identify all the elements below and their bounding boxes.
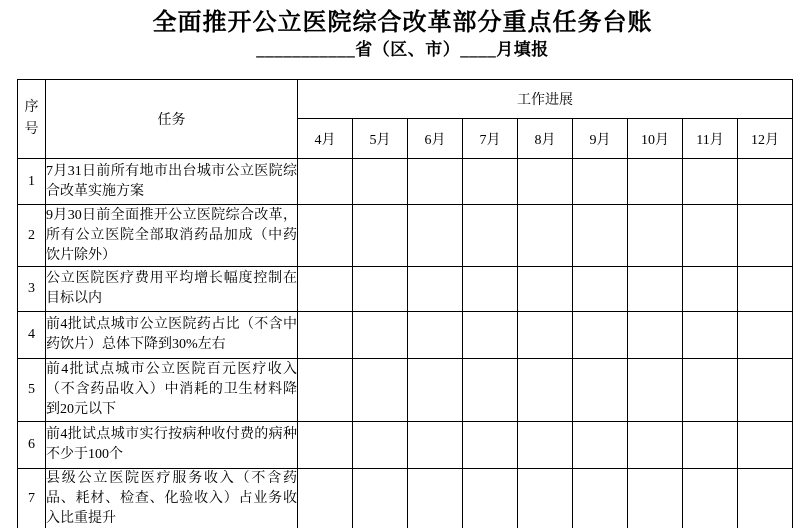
progress-cell: [573, 159, 628, 205]
progress-cell: [298, 267, 353, 312]
column-header-index: 序号: [18, 80, 46, 159]
progress-cell: [683, 312, 738, 359]
progress-cell: [683, 267, 738, 312]
progress-cell: [353, 205, 408, 267]
progress-cell: [353, 267, 408, 312]
progress-cell: [298, 159, 353, 205]
progress-cell: [408, 422, 463, 469]
progress-cell: [573, 267, 628, 312]
progress-cell: [683, 359, 738, 422]
column-header-month-5: 5月: [353, 119, 408, 159]
column-header-month-12: 12月: [738, 119, 793, 159]
column-header-month-11: 11月: [683, 119, 738, 159]
task-text: 公立医院医疗费用平均增长幅度控制在目标以内: [46, 267, 298, 312]
task-text: 前4批试点城市公立医院百元医疗收入（不含药品收入）中消耗的卫生材料降到20元以下: [46, 359, 298, 422]
progress-cell: [738, 359, 793, 422]
progress-cell: [353, 422, 408, 469]
row-index: 1: [18, 159, 46, 205]
row-index: 3: [18, 267, 46, 312]
column-header-month-9: 9月: [573, 119, 628, 159]
progress-cell: [683, 469, 738, 528]
progress-cell: [353, 469, 408, 528]
table-row: [18, 422, 793, 469]
progress-cell: [683, 205, 738, 267]
progress-cell: [518, 312, 573, 359]
progress-cell: [408, 205, 463, 267]
progress-cell: [738, 312, 793, 359]
progress-cell: [353, 312, 408, 359]
column-header-month-7: 7月: [463, 119, 518, 159]
column-header-month-8: 8月: [518, 119, 573, 159]
progress-cell: [298, 205, 353, 267]
progress-cell: [573, 205, 628, 267]
table-row: [18, 159, 793, 205]
progress-cell: [463, 359, 518, 422]
row-index: 4: [18, 312, 46, 359]
progress-cell: [628, 205, 683, 267]
progress-cell: [738, 205, 793, 267]
progress-cell: [738, 422, 793, 469]
progress-cell: [628, 422, 683, 469]
progress-cell: [518, 205, 573, 267]
progress-cell: [463, 469, 518, 528]
column-header-month-6: 6月: [408, 119, 463, 159]
column-header-month-10: 10月: [628, 119, 683, 159]
progress-cell: [628, 159, 683, 205]
progress-cell: [518, 267, 573, 312]
table-row: [18, 359, 793, 422]
progress-cell: [573, 312, 628, 359]
column-header-progress: 工作进展: [298, 80, 793, 119]
progress-cell: [408, 159, 463, 205]
progress-cell: [463, 312, 518, 359]
progress-cell: [463, 267, 518, 312]
task-ledger-table: [17, 79, 793, 528]
progress-cell: [628, 469, 683, 528]
column-header-month-4: 4月: [298, 119, 353, 159]
progress-cell: [738, 159, 793, 205]
progress-cell: [408, 469, 463, 528]
progress-cell: [573, 422, 628, 469]
row-index: 2: [18, 205, 46, 267]
progress-cell: [518, 422, 573, 469]
progress-cell: [628, 312, 683, 359]
task-text: 7月31日前所有地市出台城市公立医院综合改革实施方案: [46, 159, 298, 205]
header-row-top: [18, 80, 793, 119]
row-index: 6: [18, 422, 46, 469]
column-header-task: 任务: [46, 80, 298, 159]
progress-cell: [353, 159, 408, 205]
row-index: 5: [18, 359, 46, 422]
progress-cell: [298, 422, 353, 469]
progress-cell: [463, 205, 518, 267]
progress-cell: [463, 422, 518, 469]
progress-cell: [573, 469, 628, 528]
progress-cell: [408, 359, 463, 422]
progress-cell: [573, 359, 628, 422]
progress-cell: [463, 159, 518, 205]
progress-cell: [683, 159, 738, 205]
table-row: [18, 267, 793, 312]
progress-cell: [628, 359, 683, 422]
progress-cell: [298, 312, 353, 359]
progress-cell: [628, 267, 683, 312]
task-text: 9月30日前全面推开公立医院综合改革，所有公立医院全部取消药品加成（中药饮片除外）: [46, 205, 298, 267]
progress-cell: [518, 159, 573, 205]
progress-cell: [298, 359, 353, 422]
progress-cell: [683, 422, 738, 469]
table-row: [18, 469, 793, 528]
progress-cell: [738, 469, 793, 528]
row-index: 7: [18, 469, 46, 528]
progress-cell: [298, 469, 353, 528]
progress-cell: [738, 267, 793, 312]
task-text: 前4批试点城市实行按病种收付费的病种不少于100个: [46, 422, 298, 469]
progress-cell: [408, 312, 463, 359]
page-title: 全面推开公立医院综合改革部分重点任务台账: [152, 10, 653, 36]
page-subtitle: ___________省（区、市）____月填报: [256, 40, 549, 59]
progress-cell: [353, 359, 408, 422]
progress-cell: [518, 469, 573, 528]
table-row: [18, 205, 793, 267]
task-text: 县级公立医院医疗服务收入（不含药品、耗材、检查、化验收入）占业务收入比重提升: [46, 469, 298, 528]
progress-cell: [408, 267, 463, 312]
task-text: 前4批试点城市公立医院药占比（不含中药饮片）总体下降到30%左右: [46, 312, 298, 359]
table-row: [18, 312, 793, 359]
progress-cell: [518, 359, 573, 422]
